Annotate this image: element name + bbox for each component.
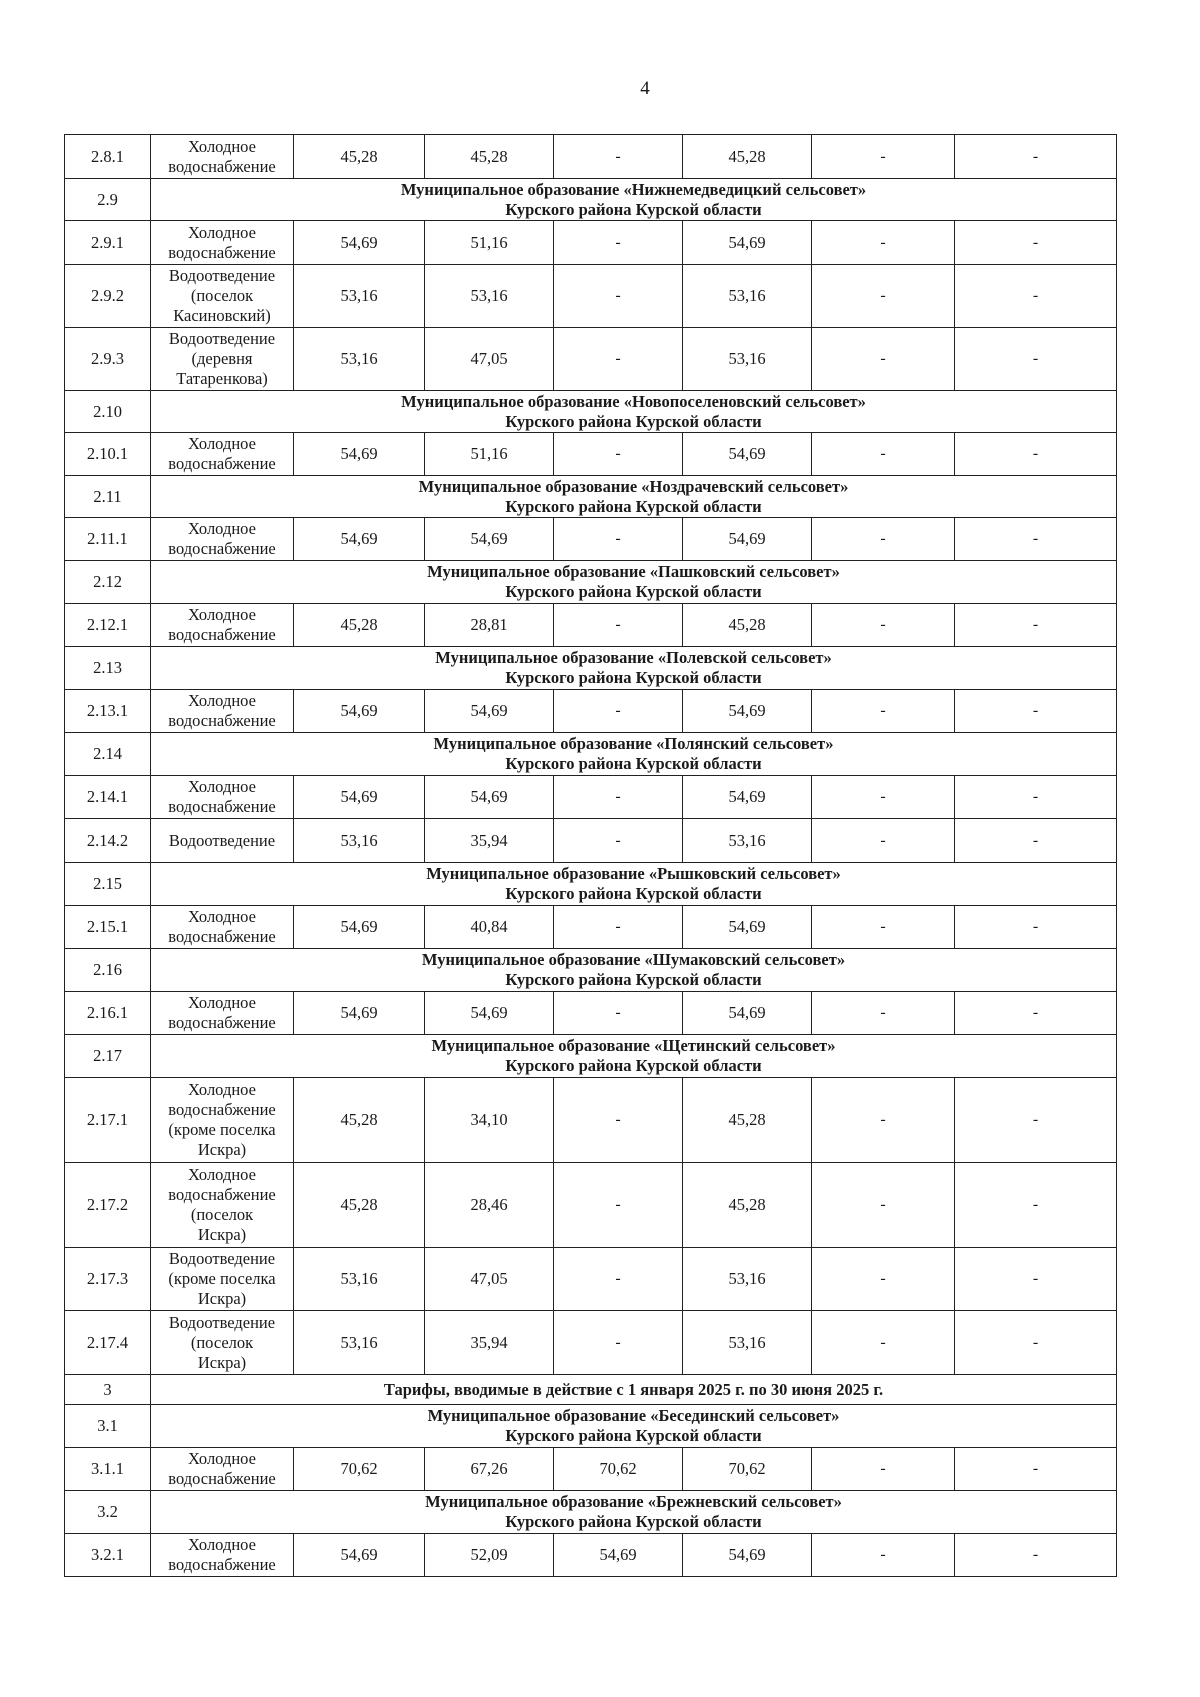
tariff-value-cell: - <box>554 992 683 1035</box>
tariff-value-cell: 53,16 <box>425 265 554 328</box>
tariff-value-cell: - <box>812 135 955 179</box>
item-number: 2.12.1 <box>65 604 151 647</box>
section-title: Муниципальное образование «Нижнемедведицкий сельсовет» Курского района Курской области <box>151 179 1117 221</box>
item-number: 2.13.1 <box>65 690 151 733</box>
section-row <box>65 561 1117 604</box>
section-row <box>65 647 1117 690</box>
table-row <box>65 690 1117 733</box>
tariff-value-cell: - <box>812 1078 955 1163</box>
tariff-value-cell: - <box>955 221 1117 265</box>
tariff-value-cell: - <box>955 906 1117 949</box>
tariff-value-cell: 54,69 <box>683 221 812 265</box>
item-number: 2.12 <box>65 561 151 604</box>
table-row <box>65 433 1117 476</box>
tariff-value-cell: - <box>812 690 955 733</box>
table-row <box>65 265 1117 328</box>
tariff-value-cell: 54,69 <box>294 433 425 476</box>
tariff-value-cell: 45,28 <box>683 1078 812 1163</box>
table-row <box>65 604 1117 647</box>
tariff-value-cell: - <box>955 1448 1117 1491</box>
section-title: Муниципальное образование «Щетинский сельсовет» Курского района Курской области <box>151 1035 1117 1078</box>
tariff-value-cell: - <box>554 265 683 328</box>
service-name: Холодное водоснабжение <box>151 518 294 561</box>
service-name: Холодное водоснабжение <box>151 1448 294 1491</box>
tariff-value-cell: 70,62 <box>554 1448 683 1491</box>
tariff-value-cell: 52,09 <box>425 1534 554 1577</box>
tariff-value-cell: - <box>554 604 683 647</box>
tariff-value-cell: - <box>554 690 683 733</box>
item-number: 2.14.1 <box>65 776 151 819</box>
tariff-value-cell: - <box>955 328 1117 391</box>
tariff-value-cell: 45,28 <box>683 135 812 179</box>
section-row <box>65 1491 1117 1534</box>
tariff-value-cell: 54,69 <box>294 518 425 561</box>
table-row <box>65 1534 1117 1577</box>
item-number: 2.15.1 <box>65 906 151 949</box>
item-number: 3.1 <box>65 1405 151 1448</box>
item-number: 2.11 <box>65 476 151 518</box>
item-number: 2.9.3 <box>65 328 151 391</box>
item-number: 2.9 <box>65 179 151 221</box>
section-title: Муниципальное образование «Полевской сельсовет» Курского района Курской области <box>151 647 1117 690</box>
tariff-value-cell: - <box>955 776 1117 819</box>
tariff-value-cell: - <box>554 776 683 819</box>
tariff-value-cell: 40,84 <box>425 906 554 949</box>
table-row <box>65 221 1117 265</box>
tariff-value-cell: 54,69 <box>425 992 554 1035</box>
service-name: Водоотведение (поселок Искра) <box>151 1311 294 1375</box>
table-row <box>65 518 1117 561</box>
table-row <box>65 1248 1117 1311</box>
tariff-value-cell: 54,69 <box>294 992 425 1035</box>
table-row <box>65 992 1117 1035</box>
section-title: Муниципальное образование «Новопоселеновский сельсовет» Курского района Курской области <box>151 391 1117 433</box>
section-row <box>65 1375 1117 1405</box>
tariff-value-cell: 45,28 <box>683 1163 812 1248</box>
section-title: Муниципальное образование «Рышковский сельсовет» Курского района Курской области <box>151 863 1117 906</box>
service-name: Водоотведение (деревня Татаренкова) <box>151 328 294 391</box>
item-number: 2.16.1 <box>65 992 151 1035</box>
tariff-value-cell: - <box>812 906 955 949</box>
tariff-value-cell: 34,10 <box>425 1078 554 1163</box>
service-name: Холодное водоснабжение <box>151 221 294 265</box>
tariff-value-cell: - <box>955 1163 1117 1248</box>
service-name: Холодное водоснабжение (поселок Искра) <box>151 1163 294 1248</box>
tariff-value-cell: - <box>812 1448 955 1491</box>
tariff-value-cell: 54,69 <box>683 433 812 476</box>
table-row <box>65 906 1117 949</box>
service-name: Холодное водоснабжение <box>151 992 294 1035</box>
tariff-value-cell: - <box>554 518 683 561</box>
tariff-value-cell: 54,69 <box>294 221 425 265</box>
table-row <box>65 328 1117 391</box>
item-number: 2.16 <box>65 949 151 992</box>
tariff-value-cell: - <box>955 518 1117 561</box>
tariff-value-cell: - <box>554 135 683 179</box>
section-row <box>65 391 1117 433</box>
tariff-value-cell: - <box>812 1163 955 1248</box>
tariff-value-cell: - <box>812 1534 955 1577</box>
item-number: 3.2.1 <box>65 1534 151 1577</box>
tariff-value-cell: - <box>554 1248 683 1311</box>
tariff-value-cell: 54,69 <box>294 906 425 949</box>
tariff-value-cell: 54,69 <box>425 776 554 819</box>
service-name: Водоотведение (кроме поселка Искра) <box>151 1248 294 1311</box>
tariff-value-cell: 70,62 <box>294 1448 425 1491</box>
tariff-value-cell: 45,28 <box>294 1163 425 1248</box>
item-number: 2.17.2 <box>65 1163 151 1248</box>
tariff-value-cell: - <box>955 690 1117 733</box>
tariff-table <box>64 134 1117 1577</box>
tariff-value-cell: - <box>812 604 955 647</box>
item-number: 3.2 <box>65 1491 151 1534</box>
tariff-value-cell: 51,16 <box>425 433 554 476</box>
item-number: 2.10 <box>65 391 151 433</box>
section-row <box>65 863 1117 906</box>
tariff-value-cell: 45,28 <box>294 1078 425 1163</box>
tariff-value-cell: 47,05 <box>425 328 554 391</box>
table-row <box>65 819 1117 863</box>
table-row <box>65 1078 1117 1163</box>
table-row <box>65 135 1117 179</box>
tariff-value-cell: 54,69 <box>683 518 812 561</box>
table-row <box>65 1448 1117 1491</box>
service-name: Холодное водоснабжение <box>151 433 294 476</box>
item-number: 2.13 <box>65 647 151 690</box>
tariff-value-cell: - <box>955 992 1117 1035</box>
tariff-value-cell: - <box>554 1163 683 1248</box>
tariff-value-cell: 53,16 <box>683 1311 812 1375</box>
item-number: 3 <box>65 1375 151 1405</box>
item-number: 2.9.1 <box>65 221 151 265</box>
tariff-value-cell: 53,16 <box>294 819 425 863</box>
tariff-value-cell: 70,62 <box>683 1448 812 1491</box>
section-title: Муниципальное образование «Шумаковский сельсовет» Курского района Курской области <box>151 949 1117 992</box>
tariff-value-cell: - <box>955 604 1117 647</box>
section-row <box>65 476 1117 518</box>
tariff-value-cell: 45,28 <box>294 604 425 647</box>
item-number: 2.17.3 <box>65 1248 151 1311</box>
section-title: Муниципальное образование «Брежневский сельсовет» Курского района Курской области <box>151 1491 1117 1534</box>
tariff-value-cell: - <box>812 819 955 863</box>
section-title: Муниципальное образование «Полянский сельсовет» Курского района Курской области <box>151 733 1117 776</box>
tariff-value-cell: 53,16 <box>294 328 425 391</box>
item-number: 2.17.4 <box>65 1311 151 1375</box>
section-row <box>65 1035 1117 1078</box>
section-row <box>65 949 1117 992</box>
page-number: 4 <box>640 78 650 99</box>
table-row <box>65 1163 1117 1248</box>
item-number: 2.11.1 <box>65 518 151 561</box>
tariff-value-cell: - <box>812 1248 955 1311</box>
tariff-value-cell: - <box>812 221 955 265</box>
service-name: Водоотведение <box>151 819 294 863</box>
section-title: Муниципальное образование «Ноздрачевский сельсовет» Курского района Курской области <box>151 476 1117 518</box>
tariff-value-cell: 54,69 <box>294 776 425 819</box>
item-number: 2.9.2 <box>65 265 151 328</box>
tariff-value-cell: 54,69 <box>683 1534 812 1577</box>
tariff-value-cell: 54,69 <box>683 776 812 819</box>
tariff-value-cell: 54,69 <box>683 992 812 1035</box>
item-number: 2.8.1 <box>65 135 151 179</box>
tariff-value-cell: - <box>812 328 955 391</box>
tariff-value-cell: 45,28 <box>294 135 425 179</box>
tariff-value-cell: 45,28 <box>425 135 554 179</box>
tariff-value-cell: - <box>812 433 955 476</box>
tariff-value-cell: 53,16 <box>683 328 812 391</box>
tariff-value-cell: - <box>955 1534 1117 1577</box>
item-number: 2.14.2 <box>65 819 151 863</box>
tariff-value-cell: - <box>812 992 955 1035</box>
table-row <box>65 1311 1117 1375</box>
item-number: 2.14 <box>65 733 151 776</box>
service-name: Холодное водоснабжение <box>151 906 294 949</box>
tariff-value-cell: - <box>812 265 955 328</box>
tariff-value-cell: - <box>554 906 683 949</box>
tariff-value-cell: - <box>955 819 1117 863</box>
tariff-value-cell: 54,69 <box>683 906 812 949</box>
tariff-value-cell: - <box>554 221 683 265</box>
tariff-value-cell: 53,16 <box>683 819 812 863</box>
section-title: Муниципальное образование «Бесединский сельсовет» Курского района Курской области <box>151 1405 1117 1448</box>
tariff-value-cell: 28,81 <box>425 604 554 647</box>
item-number: 2.17 <box>65 1035 151 1078</box>
service-name: Холодное водоснабжение (кроме поселка Искра) <box>151 1078 294 1163</box>
tariff-value-cell: 47,05 <box>425 1248 554 1311</box>
table-row <box>65 776 1117 819</box>
tariff-value-cell: 45,28 <box>683 604 812 647</box>
service-name: Холодное водоснабжение <box>151 604 294 647</box>
section-title: Тарифы, вводимые в действие с 1 января 2025 г. по 30 июня 2025 г. <box>151 1375 1117 1405</box>
section-row <box>65 733 1117 776</box>
tariff-value-cell: - <box>955 433 1117 476</box>
tariff-value-cell: 67,26 <box>425 1448 554 1491</box>
tariff-value-cell: - <box>955 135 1117 179</box>
tariff-value-cell: - <box>554 819 683 863</box>
tariff-value-cell: - <box>955 1248 1117 1311</box>
tariff-table-body <box>65 135 1117 1577</box>
tariff-value-cell: 54,69 <box>554 1534 683 1577</box>
item-number: 3.1.1 <box>65 1448 151 1491</box>
tariff-value-cell: 53,16 <box>683 1248 812 1311</box>
tariff-value-cell: 53,16 <box>294 1248 425 1311</box>
tariff-value-cell: 53,16 <box>294 265 425 328</box>
tariff-value-cell: - <box>812 776 955 819</box>
item-number: 2.17.1 <box>65 1078 151 1163</box>
item-number: 2.10.1 <box>65 433 151 476</box>
tariff-value-cell: - <box>812 518 955 561</box>
tariff-value-cell: - <box>812 1311 955 1375</box>
service-name: Водоотведение (поселок Касиновский) <box>151 265 294 328</box>
tariff-value-cell: 54,69 <box>294 690 425 733</box>
tariff-value-cell: - <box>554 433 683 476</box>
service-name: Холодное водоснабжение <box>151 1534 294 1577</box>
item-number: 2.15 <box>65 863 151 906</box>
service-name: Холодное водоснабжение <box>151 776 294 819</box>
tariff-value-cell: 54,69 <box>294 1534 425 1577</box>
tariff-value-cell: - <box>955 1078 1117 1163</box>
tariff-value-cell: 54,69 <box>683 690 812 733</box>
tariff-value-cell: 28,46 <box>425 1163 554 1248</box>
tariff-value-cell: 51,16 <box>425 221 554 265</box>
tariff-value-cell: - <box>554 1311 683 1375</box>
tariff-value-cell: 54,69 <box>425 518 554 561</box>
tariff-value-cell: 54,69 <box>425 690 554 733</box>
service-name: Холодное водоснабжение <box>151 690 294 733</box>
tariff-value-cell: - <box>554 328 683 391</box>
tariff-value-cell: 53,16 <box>294 1311 425 1375</box>
tariff-value-cell: - <box>554 1078 683 1163</box>
tariff-value-cell: 53,16 <box>683 265 812 328</box>
section-row <box>65 1405 1117 1448</box>
tariff-value-cell: - <box>955 1311 1117 1375</box>
tariff-value-cell: 35,94 <box>425 819 554 863</box>
tariff-value-cell: - <box>955 265 1117 328</box>
tariff-value-cell: 35,94 <box>425 1311 554 1375</box>
section-title: Муниципальное образование «Пашковский сельсовет» Курского района Курской области <box>151 561 1117 604</box>
section-row <box>65 179 1117 221</box>
service-name: Холодное водоснабжение <box>151 135 294 179</box>
